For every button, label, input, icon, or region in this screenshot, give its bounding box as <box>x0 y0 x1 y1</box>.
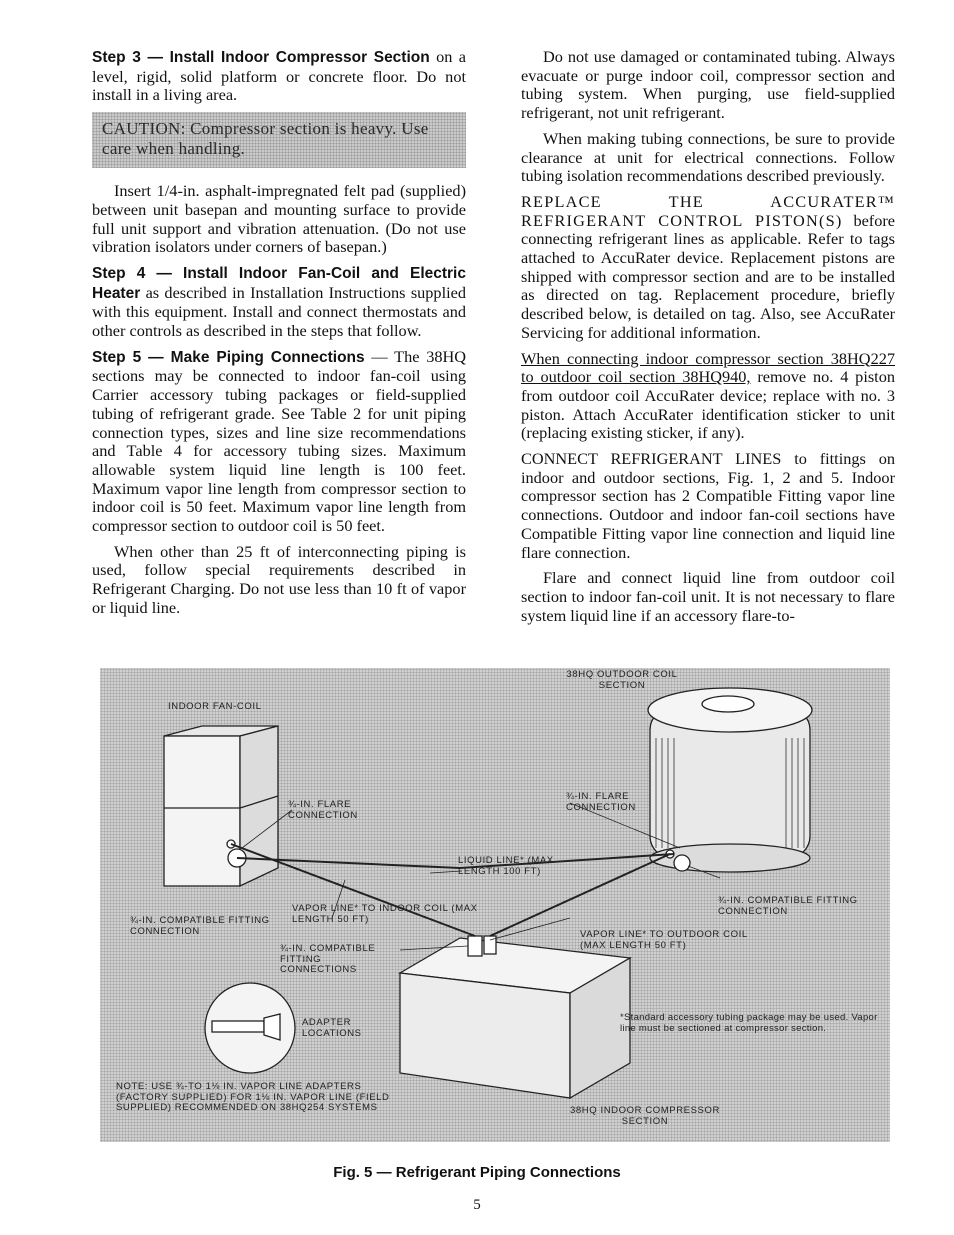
step4-paragraph <box>92 264 466 341</box>
step3-text: on a level, rigid, solid platform or concrete floor. Do not install in a living area. <box>92 47 466 105</box>
figure-caption: Fig. 5 — Refrigerant Piping Connections <box>333 1164 621 1181</box>
label-vapor-outdoor: VAPOR LINE* TO OUTDOOR COIL (MAX LENGTH 50 FT) <box>580 929 748 951</box>
label-outdoor-coil: 38HQ OUTDOOR COIL SECTION <box>566 669 678 691</box>
label-compressor-fittings: ¾-IN. COMPATIBLE FITTING CONNECTIONS <box>280 943 376 975</box>
replace-paragraph <box>521 193 895 343</box>
figure-note: NOTE: USE ¾-TO 1⅛ IN. VAPOR LINE ADAPTERS (FACTORY SUPPLIED) FOR 1⅛ IN. VAPOR LINE (FIELD SUPPLIED) RECOMMENDED ON 38HQ254 SYSTEMS <box>116 1081 390 1113</box>
compressor-drawing <box>400 936 630 1098</box>
right-column <box>521 48 895 632</box>
label-adapter-locations: ADAPTER LOCATIONS <box>302 1017 362 1039</box>
step4-text: as described in Installation Instructions supplied with this equipment. Install and connect thermostats and other controls as described in the steps that follow. <box>92 282 466 341</box>
step3-paragraph <box>92 48 466 105</box>
fan-coil-drawing <box>164 726 278 886</box>
flare-paragraph: Flare and connect liquid line from outdoor coil section to indoor fan-coil unit. It is not necessary to flare system liquid line if an accessory flare-to- <box>521 568 895 625</box>
when-paragraph <box>521 350 895 444</box>
step5-heading: Step 5 — Make Piping Connections <box>92 348 365 366</box>
label-compressor-section: 38HQ INDOOR COMPRESSOR SECTION <box>570 1105 720 1127</box>
clearance-paragraph: When making tubing connections, be sure to provide clearance at unit for electrical connections. Follow tubing isolation recommendations described previously. <box>521 128 895 186</box>
label-liquid-line: LIQUID LINE* (MAX LENGTH 100 FT) <box>458 855 554 877</box>
replace-text: before connecting refrigerant lines as applicable. Refer to tags attached to AccuRater device. Replacement pistons are shipped with compressor section and are to be installed as directed on tag. Replacement procedure, briefly described below, is detailed on tag. Also, see AccuRater Servicing for additional information. <box>521 210 896 342</box>
figure-footnote: *Standard accessory tubing package may be used. Vapor line must be sectioned at compressor section. <box>620 1012 878 1034</box>
replace-lead: REPLACE THE ACCURATER™ REFRIGERANT CONTROL PISTON(S) <box>521 191 895 230</box>
insert-paragraph: Insert 1/4-in. asphalt-impregnated felt pad (supplied) between unit basepan and mounting surface to provide full unit support and vibration attenuation. (Do not use vibration isolators under corners of basepan.) <box>92 181 466 257</box>
piping-figure <box>100 668 890 1142</box>
when-text: remove no. 4 piston from outdoor coil AccuRater device; replace with no. 3 piston. Attach AccuRater identification sticker to unit (replacing existing sticker, if any). <box>521 367 895 443</box>
adapter-detail <box>205 983 295 1073</box>
outdoor-coil-drawing <box>648 688 812 872</box>
label-vapor-indoor: VAPOR LINE* TO INDOOR COIL (MAX LENGTH 50 FT) <box>292 903 478 925</box>
connect-text: to fittings on indoor and outdoor sections, Fig. 1, 2 and 5. Indoor compressor section has 2 Compatible Fitting vapor line connections. Outdoor and indoor fan-coil sections have Compatible Fitting vapor line connection and liquid line flare connection. <box>521 449 895 562</box>
connect-paragraph <box>521 450 895 562</box>
step4-heading: Step 4 — Install Indoor Fan-Coil and Electric Heater <box>92 264 466 302</box>
page-number: 5 <box>473 1197 481 1213</box>
label-indoor-fan-coil: INDOOR FAN-COIL <box>168 701 262 712</box>
label-outdoor-flare: ¾-IN. FLARE CONNECTION <box>566 791 636 813</box>
left-column <box>92 48 466 625</box>
label-outdoor-fitting: ¾-IN. COMPATIBLE FITTING CONNECTION <box>718 895 858 917</box>
connect-lead: CONNECT REFRIGERANT LINES <box>521 449 782 469</box>
step5-text: — The 38HQ sections may be connected to indoor fan-coil using Carrier accessory tubing packages or field-supplied tubing of refrigerant grade. See Table 2 for unit piping connection types, sizes and line size recommendations and Table 4 for accessory tubing sizes. Maximum allowable system liquid line length is 100 feet. Maximum vapor line length from compressor section to indoor coil is 50 feet. Maximum vapor line length from compressor section to outdoor coil is 50 feet. <box>92 346 466 536</box>
when-underlined: When connecting indoor compressor section 38HQ227 to outdoor coil section 38HQ940, <box>521 348 895 387</box>
interconnect-paragraph: When other than 25 ft of interconnecting piping is used, follow special requirements described in Refrigerant Charging. Do not use less than 10 ft of vapor or liquid line. <box>92 541 466 617</box>
label-fancoil-fitting: ¾-IN. COMPATIBLE FITTING CONNECTION <box>130 915 270 937</box>
tubing-paragraph: Do not use damaged or contaminated tubing. Always evacuate or purge indoor coil, compressor section and tubing system. When purging, use field-supplied refrigerant, not unit refrigerant. <box>521 47 895 123</box>
label-fancoil-flare: ¾-IN. FLARE CONNECTION <box>288 799 358 821</box>
caution-box: CAUTION: Compressor section is heavy. Use care when handling. <box>92 112 466 168</box>
step3-heading: Step 3 — Install Indoor Compressor Section <box>92 49 430 66</box>
step5-paragraph <box>92 348 466 536</box>
